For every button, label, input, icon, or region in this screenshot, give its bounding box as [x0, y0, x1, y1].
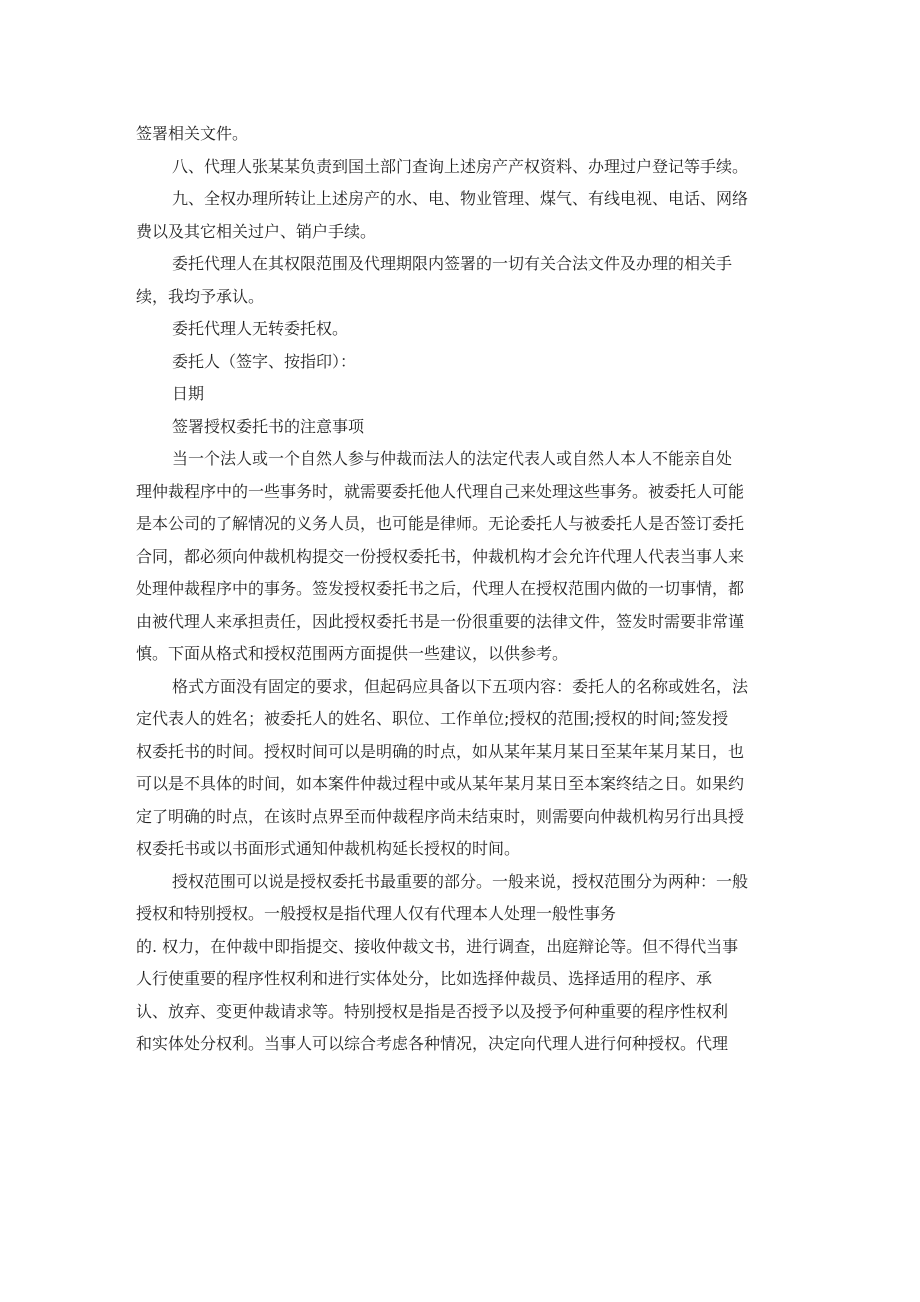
text-line: 委托代理人在其权限范围及代理期限内签署的一切有关合法文件及办理的相关手	[172, 254, 733, 273]
signature-label: 委托人（签字、按指印）：	[172, 351, 357, 371]
text-line: 定了明确的时点，在该时点界至而仲裁程序尚未结束时，则需要向仲裁机构另行出具授	[136, 806, 745, 826]
text-line: 可以是不具体的时间，如本案件仲裁过程中或从某年某月某日至本案终结之日。如果约	[136, 774, 745, 793]
text-line: 是本公司的了解情况的义务人员，也可能是律师。无论委托人与被委托人是否签订委托	[136, 514, 745, 533]
text-line: 慎。下面从格式和授权范围两方面提供一些建议，以供参考。	[136, 644, 569, 663]
text-line: 授权和特别授权。一般授权是指代理人仅有代理本人处理一般性事务	[136, 904, 617, 923]
section-heading: 签署授权委托书的注意事项	[172, 416, 365, 436]
text-line: 权委托书的时间。授权时间可以是明确的时点，如从某年某月某日至某年某月某日，也	[136, 741, 745, 761]
text-line: 和实体处分权利。当事人可以综合考虑各种情况，决定向代理人进行何种授权。代理	[136, 1034, 729, 1053]
text-line: 理仲裁程序中的一些事务时，就需要委托他人代理自己来处理这些事务。被委托人可能	[136, 481, 745, 501]
text-line: 的. 权力，在仲裁中即指提交、接收仲裁文书，进行调查，出庭辩论等。但不得代当事	[136, 936, 739, 956]
text-line: 人行使重要的程序性权利和进行实体处分，比如选择仲裁员、选择适用的程序、承	[136, 969, 713, 988]
text-line: 九、全权办理所转让上述房产的水、电、物业管理、煤气、有线电视、电话、网络	[172, 189, 749, 208]
text-line: 合同，都必须向仲裁机构提交一份授权委托书，仲裁机构才会允许代理人代表当事人来	[136, 546, 745, 566]
text-line: 授权范围可以说是授权委托书最重要的部分。一般来说，授权范围分为两种：一般	[172, 871, 749, 891]
text-line: 委托代理人无转委托权。	[172, 319, 349, 338]
text-line: 由被代理人来承担责任，因此授权委托书是一份很重要的法律文件，签发时需要非常谨	[136, 611, 745, 631]
text-line: 定代表人的姓名；被委托人的姓名、职位、工作单位;授权的范围;授权的时间;签发授	[136, 709, 729, 728]
text-line: 当一个法人或一个自然人参与仲裁而法人的法定代表人或自然人本人不能亲自处	[172, 449, 733, 468]
text-line: 处理仲裁程序中的事务。签发授权委托书之后，代理人在授权范围内做的一切事情，都	[136, 579, 745, 598]
text-line: 权委托书或以书面形式通知仲裁机构延长授权的时间。	[136, 839, 521, 858]
text-line: 认、放弃、变更仲裁请求等。特别授权是指是否授予以及授予何种重要的程序性权利	[136, 1001, 729, 1021]
date-label: 日期	[172, 384, 205, 403]
text-line: 签署相关文件。	[136, 124, 249, 143]
document-body	[136, 118, 796, 1061]
text-line: 八、代理人张某某负责到国土部门查询上述房产产权资料、办理过户登记等手续。	[172, 156, 749, 176]
text-line: 续，我均予承认。	[136, 286, 265, 306]
text-line: 费以及其它相关过户、销户手续。	[136, 221, 377, 241]
text-line: 格式方面没有固定的要求，但起码应具备以下五项内容：委托人的名称或姓名，法	[172, 676, 749, 696]
